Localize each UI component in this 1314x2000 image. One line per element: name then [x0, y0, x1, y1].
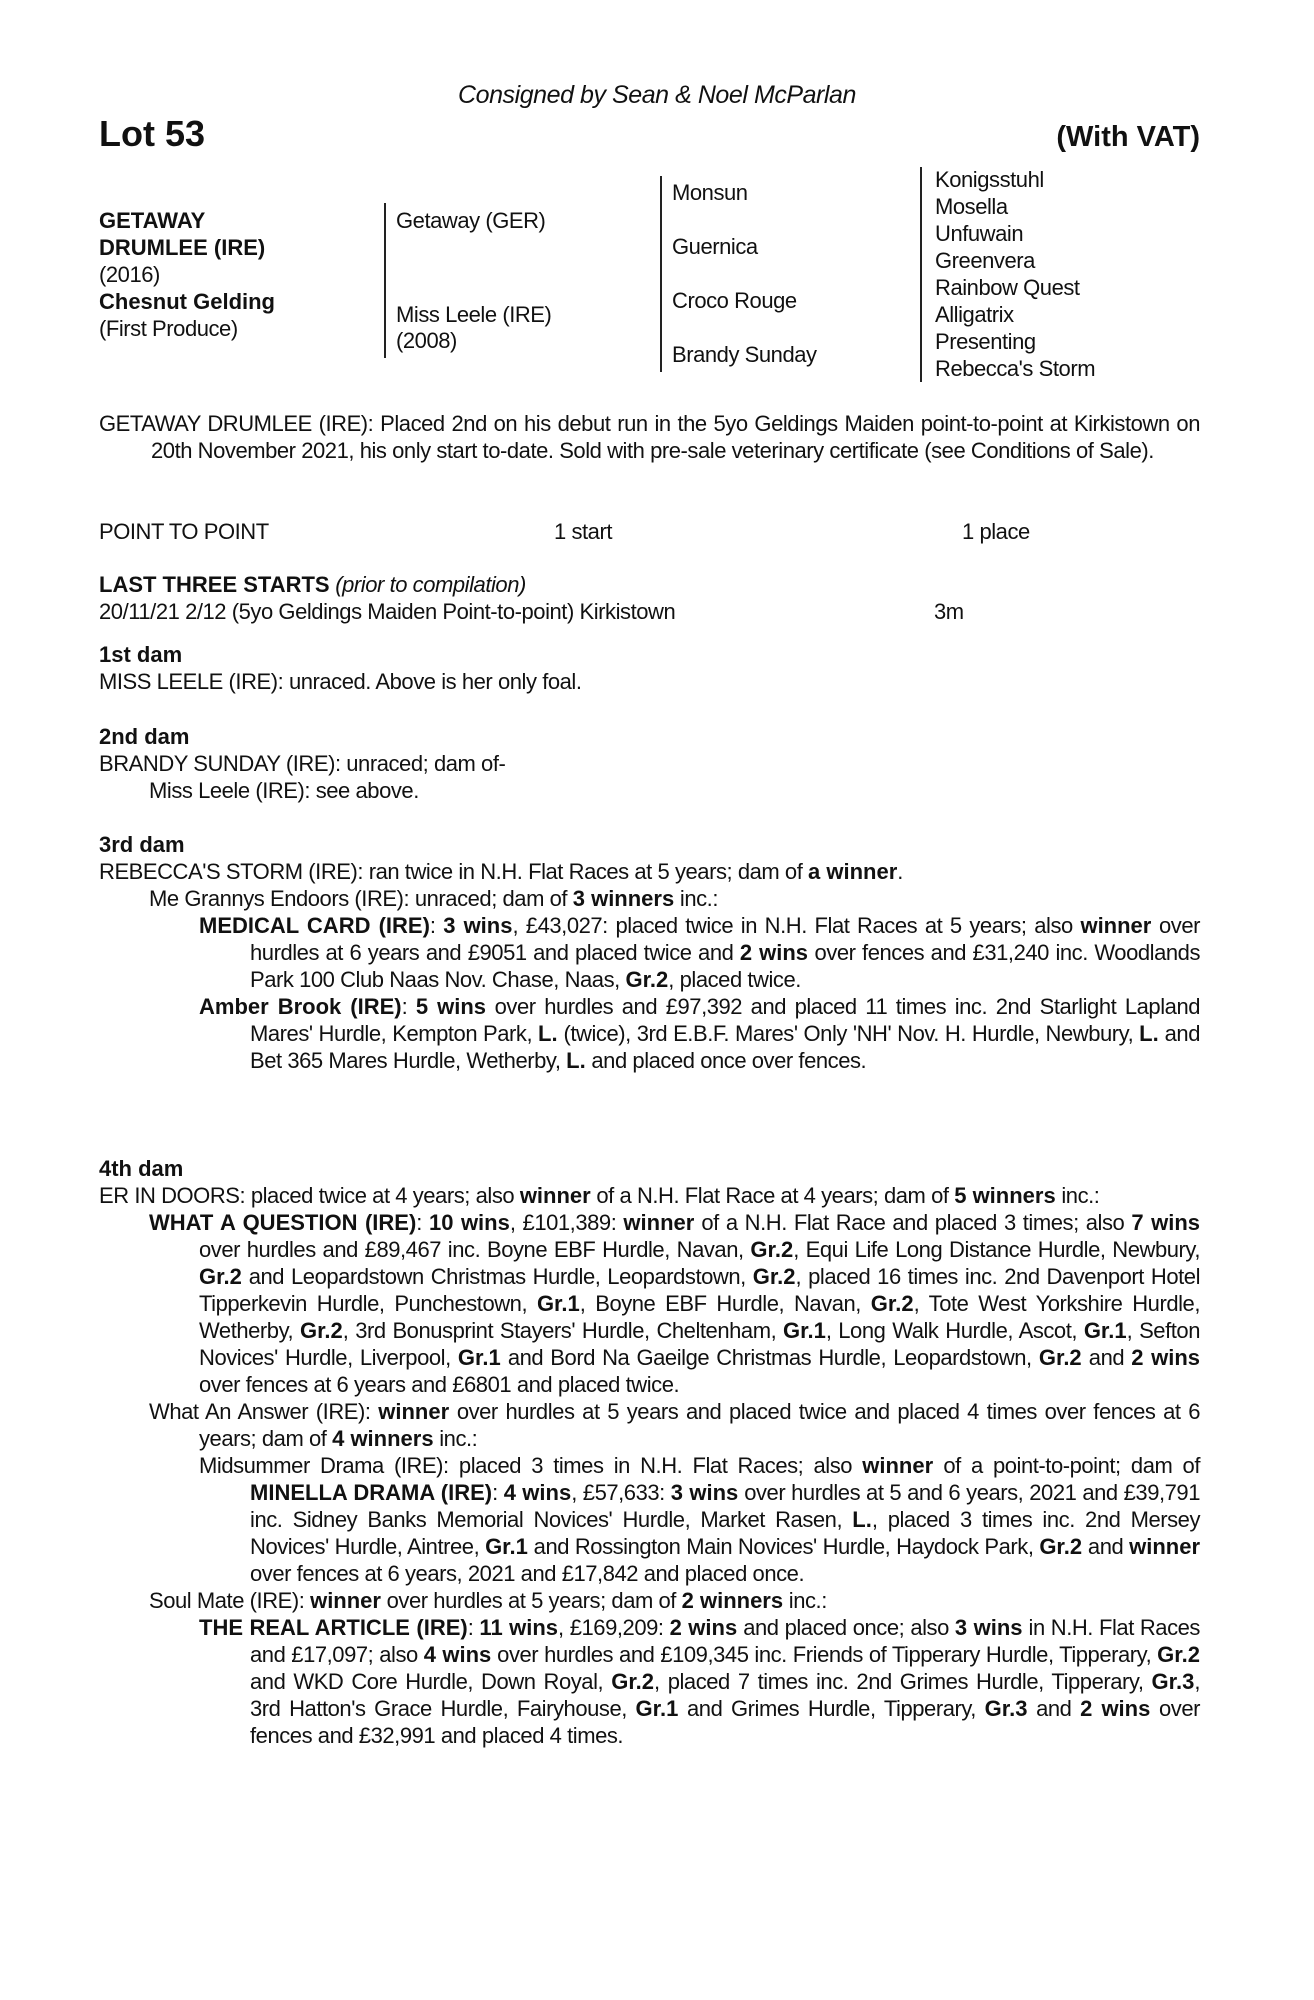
text-run: Me Grannys Endoors (IRE): unraced; dam of — [149, 886, 573, 911]
text-run: and Bet 365 Mares Hurdle, Wetherby, — [250, 1021, 1200, 1073]
text-run: Soul Mate (IRE): — [149, 1588, 311, 1613]
pedigree-divider — [660, 176, 662, 372]
pedigree-divider — [920, 167, 922, 382]
grandparent: Brandy Sunday — [672, 342, 817, 367]
text-run: inc.: — [783, 1588, 827, 1613]
text-run: Midsummer Drama (IRE): placed 3 times in N.H. Flat Races; also — [199, 1453, 863, 1478]
bold-text-run: winner — [623, 1210, 695, 1235]
bold-text-run: winner — [1080, 913, 1152, 938]
text-run: : — [492, 1480, 504, 1505]
bold-text-run: winner — [519, 1183, 591, 1208]
text-run: (twice), 3rd E.B.F. Mares' Only 'NH' Nov. H. Hurdle, Newbury, — [557, 1021, 1140, 1046]
sire: Getaway (GER) — [396, 208, 546, 233]
text-run: inc.: — [674, 886, 718, 911]
bold-text-run: Gr.2 — [611, 1669, 655, 1694]
text-run: , 3rd Bonusprint Stayers' Hurdle, Cheltenham, — [342, 1318, 784, 1343]
text-run: , placed 7 times inc. 2nd Grimes Hurdle, Tipperary, — [654, 1669, 1152, 1694]
bold-text-run: 11 wins — [479, 1615, 559, 1640]
bold-text-run: winner — [378, 1399, 450, 1424]
pedigree-entry — [199, 912, 1200, 993]
text-run: in N.H. Flat Races and £17,097; also — [250, 1615, 1200, 1667]
vat-note: (With VAT) — [1056, 121, 1200, 153]
last-starts-note: (prior to compilation) — [335, 572, 526, 597]
bold-text-run: 3 wins — [954, 1615, 1023, 1640]
text-run: , placed 16 times inc. 2nd Davenport Hotel Tipperkevin Hurdle, Punchestown, — [199, 1264, 1201, 1316]
text-run: over fences at 6 years, 2021 and £17,842 and placed once. — [250, 1561, 805, 1586]
last-start-distance: 3m — [934, 599, 964, 624]
great-grandparent: Presenting — [935, 329, 1036, 354]
bold-text-run: 3 winners — [572, 886, 675, 911]
text-run: MISS LEELE (IRE): unraced. Above is her only foal. — [99, 669, 582, 694]
bold-text-run: L. — [1139, 1021, 1159, 1046]
bold-text-run: 4 wins — [503, 1480, 572, 1505]
bold-text-run: 10 wins — [428, 1210, 510, 1235]
pedigree-divider — [384, 203, 386, 358]
bold-text-run: a winner — [808, 859, 898, 884]
bold-text-run: THE REAL ARTICLE (IRE) — [199, 1615, 468, 1640]
pedigree-entry — [199, 1614, 1200, 1749]
bold-text-run: 2 wins — [1131, 1345, 1200, 1370]
bold-text-run: MINELLA DRAMA (IRE) — [250, 1480, 493, 1505]
bold-text-run: 4 wins — [423, 1642, 492, 1667]
pedigree-entry — [99, 1182, 1200, 1209]
text-run: of a N.H. Flat Race and placed 3 times; also — [694, 1210, 1132, 1235]
dam: Miss Leele (IRE) — [396, 302, 552, 327]
text-run: : — [401, 994, 416, 1019]
bold-text-run: L. — [852, 1507, 872, 1532]
dam-heading: 3rd dam — [99, 832, 185, 857]
horse-name-line2: DRUMLEE (IRE) — [99, 235, 266, 260]
pedigree-entry — [99, 750, 1200, 777]
text-run: and — [1082, 1534, 1130, 1559]
bold-text-run: 2 wins — [739, 940, 809, 965]
bold-text-run: Gr.2 — [1038, 1345, 1082, 1370]
text-run: , £57,633: — [571, 1480, 671, 1505]
grandparent: Croco Rouge — [672, 288, 797, 313]
pedigree-entry — [149, 885, 1200, 912]
pedigree-entry — [149, 1209, 1200, 1398]
bold-text-run: Gr.1 — [1083, 1318, 1127, 1343]
horse-name: GETAWAY — [99, 208, 206, 233]
pedigree-entry — [149, 1398, 1200, 1452]
bold-text-run: 2 wins — [1080, 1696, 1151, 1721]
text-run: BRANDY SUNDAY (IRE): unraced; dam of- — [99, 751, 506, 776]
bold-text-run: MEDICAL CARD (IRE) — [199, 913, 430, 938]
text-run: , Tote West Yorkshire Hurdle, Wetherby, — [199, 1291, 1200, 1343]
foaling-year: (2016) — [99, 262, 160, 287]
bold-text-run: 7 wins — [1131, 1210, 1200, 1235]
text-run: of a N.H. Flat Race at 4 years; dam of — [590, 1183, 955, 1208]
dam-section — [99, 641, 1200, 695]
bold-text-run: Gr.2 — [299, 1318, 343, 1343]
text-run: . — [897, 859, 903, 884]
pedigree-entry — [199, 993, 1200, 1074]
text-run: and Leopardstown Christmas Hurdle, Leopardstown, — [241, 1264, 753, 1289]
bold-text-run: L. — [566, 1048, 586, 1073]
text-run: and — [1027, 1696, 1081, 1721]
great-grandparent: Unfuwain — [935, 221, 1024, 246]
great-grandparent: Alligatrix — [935, 302, 1014, 327]
lot-number: Lot 53 — [99, 113, 206, 154]
great-grandparent: Konigsstuhl — [935, 167, 1044, 192]
bold-text-run: 5 winners — [954, 1183, 1056, 1208]
bold-text-run: Gr.2 — [199, 1264, 242, 1289]
text-run: REBECCA'S STORM (IRE): ran twice in N.H. Flat Races at 5 years; dam of — [99, 859, 809, 884]
text-run: over hurdles at 5 years and placed twice and placed 4 times over fences at 6 years; dam of — [199, 1399, 1200, 1451]
bold-text-run: 3 wins — [443, 913, 513, 938]
last-start-row: 20/11/21 2/12 (5yo Geldings Maiden Point-to-point) Kirkistown — [99, 599, 676, 624]
text-run: , Sefton Novices' Hurdle, Liverpool, — [199, 1318, 1200, 1370]
text-run: : — [416, 1210, 429, 1235]
text-run: ER IN DOORS: placed twice at 4 years; also — [99, 1183, 520, 1208]
horse-description: GETAWAY DRUMLEE (IRE): Placed 2nd on his debut run in the 5yo Geldings Maiden point-to-point at Kirkistown on 20th November 2021, his only start to-date. Sold with pre-sale veterinary certificate (see Conditions of Sale). — [99, 411, 1200, 463]
bold-text-run: Gr.1 — [635, 1696, 679, 1721]
text-run: , Long Walk Hurdle, Ascot, — [825, 1318, 1084, 1343]
bold-text-run: Gr.2 — [1157, 1642, 1200, 1667]
text-run: , Equi Life Long Distance Hurdle, Newbury, — [793, 1237, 1200, 1262]
pedigree-entry — [149, 777, 1200, 804]
text-run: , placed twice. — [668, 967, 801, 992]
dam-section — [99, 1155, 1200, 1749]
bold-text-run: 5 wins — [415, 994, 487, 1019]
horse-sex: Chesnut Gelding — [99, 289, 275, 314]
text-run: What An Answer (IRE): — [149, 1399, 379, 1424]
record-type: POINT TO POINT — [99, 519, 269, 544]
bold-text-run: Gr.2 — [625, 967, 669, 992]
bold-text-run: L. — [538, 1021, 558, 1046]
record-starts: 1 start — [554, 519, 612, 544]
text-run: inc.: — [433, 1426, 478, 1451]
text-run: and Rossington Main Novices' Hurdle, Haydock Park, — [527, 1534, 1040, 1559]
text-run: of a point-to-point; dam of — [933, 1453, 1200, 1478]
text-run: over fences and £32,991 and placed 4 times. — [250, 1696, 1201, 1748]
bold-text-run: WHAT A QUESTION (IRE) — [149, 1210, 417, 1235]
pedigree-entry — [199, 1452, 1200, 1587]
bold-text-run: 2 winners — [681, 1588, 784, 1613]
bold-text-run: Gr.1 — [457, 1345, 501, 1370]
text-run: and Bord Na Gaeilge Christmas Hurdle, Leopardstown, — [500, 1345, 1039, 1370]
bold-text-run: winner — [310, 1588, 381, 1613]
dam-heading: 1st dam — [99, 642, 183, 667]
bold-text-run: Gr.1 — [783, 1318, 826, 1343]
dam-heading: 4th dam — [99, 1156, 184, 1181]
last-starts-title: LAST THREE STARTS — [99, 572, 330, 597]
pedigree-entry — [99, 668, 1200, 695]
pedigree-entry — [149, 1587, 1200, 1614]
bold-text-run: 4 winners — [332, 1426, 434, 1451]
great-grandparent: Mosella — [935, 194, 1008, 219]
bold-text-run: 2 wins — [669, 1615, 738, 1640]
text-run: over hurdles at 5 and 6 years, 2021 and £39,791 inc. Sidney Banks Memorial Novices' Hurdle, Market Rasen, — [250, 1480, 1200, 1532]
text-run: , £101,389: — [509, 1210, 624, 1235]
dam-section — [99, 723, 1200, 804]
text-run: and placed once; also — [737, 1615, 955, 1640]
text-run: , £43,027: placed twice in N.H. Flat Races at 5 years; also — [512, 913, 1081, 938]
bold-text-run: winner — [862, 1453, 934, 1478]
dam-heading: 2nd dam — [99, 724, 190, 749]
bold-text-run: Gr.3 — [1151, 1669, 1195, 1694]
text-run: , £169,209: — [558, 1615, 670, 1640]
bold-text-run: Gr.2 — [752, 1264, 796, 1289]
text-run: over fences at 6 years and £6801 and placed twice. — [199, 1372, 680, 1397]
bold-text-run: 3 wins — [670, 1480, 739, 1505]
bold-text-run: Gr.3 — [984, 1696, 1028, 1721]
great-grandparent: Greenvera — [935, 248, 1035, 273]
text-run: , Boyne EBF Hurdle, Navan, — [579, 1291, 871, 1316]
pedigree-entry — [99, 858, 1200, 885]
consignor: Consigned by Sean & Noel McParlan — [458, 81, 856, 109]
text-run: : — [467, 1615, 480, 1640]
text-run: over hurdles at 5 years; dam of — [380, 1588, 682, 1613]
text-run: and placed once over fences. — [585, 1048, 867, 1073]
bold-text-run: Gr.2 — [1039, 1534, 1083, 1559]
text-run: over fences and £31,240 inc. Woodlands Park 100 Club Naas Nov. Chase, Naas, — [250, 940, 1201, 992]
record-places: 1 place — [962, 519, 1030, 544]
great-grandparent: Rainbow Quest — [935, 275, 1080, 300]
text-run: and — [1081, 1345, 1132, 1370]
great-grandparent: Rebecca's Storm — [935, 356, 1096, 381]
bold-text-run: Amber Brook (IRE) — [199, 994, 402, 1019]
dam-year: (2008) — [396, 328, 457, 353]
text-run: over hurdles and £109,345 inc. Friends of Tipperary Hurdle, Tipperary, — [491, 1642, 1158, 1667]
text-run: inc.: — [1055, 1183, 1100, 1208]
text-run: over hurdles and £97,392 and placed 11 times inc. 2nd Starlight Lapland Mares' Hurdle, Kempton Park, — [250, 994, 1201, 1046]
bold-text-run: Gr.1 — [536, 1291, 580, 1316]
grandparent: Guernica — [672, 234, 758, 259]
dam-section — [99, 831, 1200, 1074]
text-run: over hurdles at 6 years and £9051 and placed twice and — [250, 913, 1201, 965]
bold-text-run: winner — [1129, 1534, 1201, 1559]
text-run: , placed 3 times inc. 2nd Mersey Novices' Hurdle, Aintree, — [250, 1507, 1200, 1559]
last-starts-heading — [99, 571, 526, 598]
bold-text-run: Gr.2 — [750, 1237, 794, 1262]
text-run: , 3rd Hatton's Grace Hurdle, Fairyhouse, — [250, 1669, 1200, 1721]
text-run: : — [429, 913, 444, 938]
grandparent: Monsun — [672, 180, 748, 205]
text-run: and WKD Core Hurdle, Down Royal, — [250, 1669, 612, 1694]
text-run: and Grimes Hurdle, Tipperary, — [678, 1696, 985, 1721]
text-run: Miss Leele (IRE): see above. — [149, 778, 419, 803]
produce-note: (First Produce) — [99, 316, 238, 341]
bold-text-run: Gr.1 — [485, 1534, 528, 1559]
text-run: over hurdles and £89,467 inc. Boyne EBF Hurdle, Navan, — [199, 1237, 751, 1262]
bold-text-run: Gr.2 — [870, 1291, 914, 1316]
